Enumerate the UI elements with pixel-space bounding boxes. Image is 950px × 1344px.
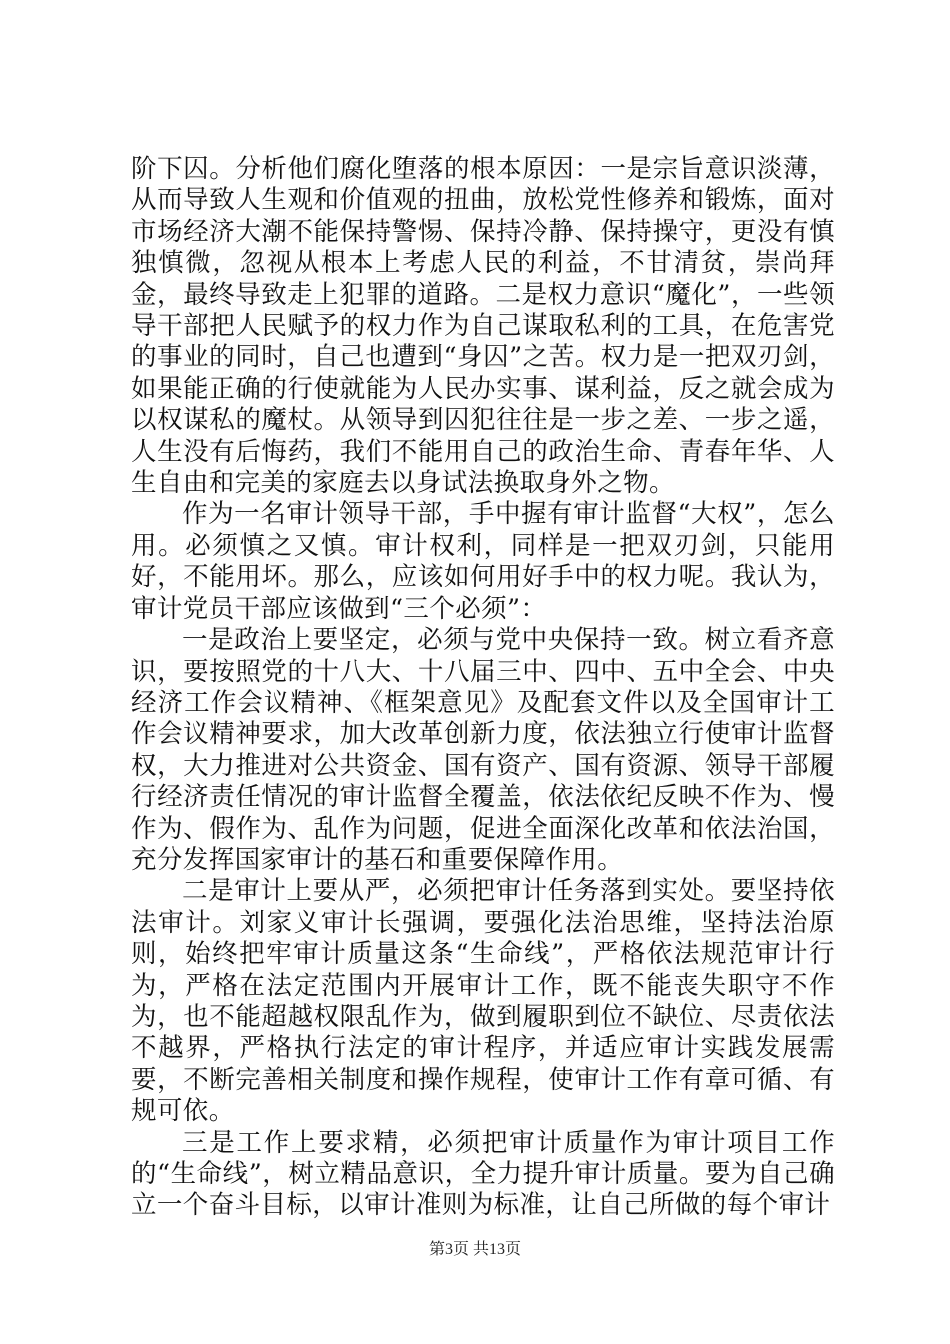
page-number-footer: 第3页 共13页 xyxy=(428,1241,521,1258)
paragraph-audit-strict: 二是审计上要从严，必须把审计任务落到实处。要坚持依法审计。刘家义审计长强调，要强化法治思维，坚持法治原则，始终把牢审计质量这条“生命线”，严格依法规范审计行为，严格在法定范围内开展审计工作，既不能丧失职守不作为，也不能超越权限乱作为，做到履职到位不缺位、尽责依法不越界，严格执行法定的审计程序，并适应审计实践发展需要，不断完善相关制度和操作规程，使审计工作有章可循、有规可依。 xyxy=(131,876,835,1127)
paragraph-audit-power: 作为一名审计领导干部，手中握有审计监督“大权”，怎么用。必须慎之又慎。审计权利，同样是一把双刃剑，只能用好，不能用坏。那么，应该如何用好手中的权力呢。我认为，审计党员干部应该做到“三个必须”： xyxy=(131,499,835,624)
paragraph-political-firm: 一是政治上要坚定，必须与党中央保持一致。树立看齐意识，要按照党的十八大、十八届三中、四中、五中全会、中央经济工作会议精神、《框架意见》及配套文件以及全国审计工作会议精神要求，加大改革创新力度，依法独立行使审计监督权，大力推进对公共资金、国有资产、国有资源、领导干部履行经济责任情况的审计监督全覆盖，依法依纪反映不作为、慢作为、假作为、乱作为问题，促进全面深化改革和依法治国，充分发挥国家审计的基石和重要保障作用。 xyxy=(131,625,835,875)
document-body xyxy=(131,154,835,1222)
paragraph-work-quality: 三是工作上要求精，必须把审计质量作为审计项目工作的“生命线”，树立精品意识，全力提升审计质量。要为自己确立一个奋斗目标，以审计准则为标准，让自己所做的每个审计 xyxy=(131,1127,835,1221)
paragraph-continuation: 阶下囚。分析他们腐化堕落的根本原因：一是宗旨意识淡薄，从而导致人生观和价值观的扭曲，放松党性修养和锻炼，面对市场经济大潮不能保持警惕、保持冷静、保持操守，更没有慎独慎微，忽视从根本上考虑人民的利益，不甘清贫，崇尚拜金，最终导致走上犯罪的道路。二是权力意识“魔化”，一些领导干部把人民赋予的权力作为自己谋取私利的工具，在危害党的事业的同时，自己也遭到“身囚”之苦。权力是一把双刃剑，如果能正确的行使就能为人民办实事、谋利益，反之就会成为以权谋私的魔杖。从领导到囚犯往往是一步之差、一步之遥，人生没有后悔药，我们不能用自己的政治生命、青春年华、人生自由和完美的家庭去以身试法换取身外之物。 xyxy=(131,154,835,499)
